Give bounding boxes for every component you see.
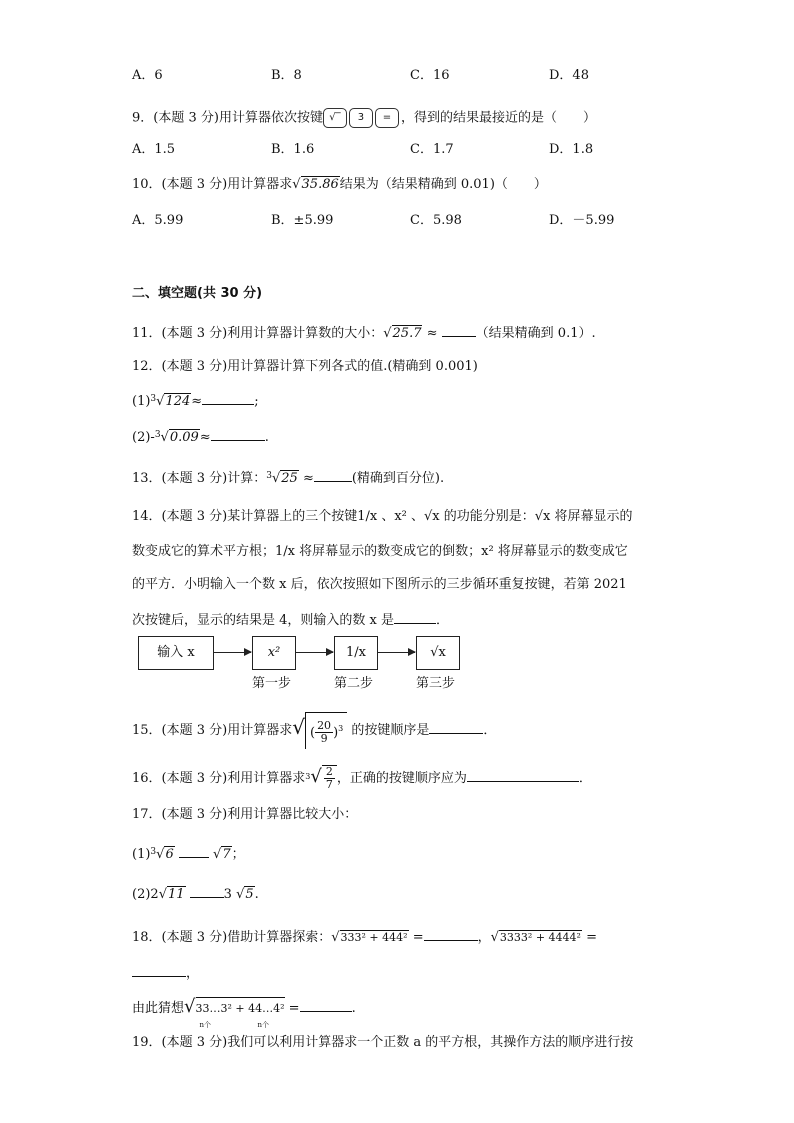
q14-line4-end: ．	[436, 613, 450, 628]
q15-radical: ( $\frac{20}{9}$ )$^3$	[305, 712, 347, 749]
q9-text-after: ，得到的结果最接近的是（ ）	[400, 110, 596, 126]
flow-arrow-3	[377, 652, 415, 653]
q8-option-c: C．16	[410, 68, 450, 83]
q18-expr3	[195, 997, 285, 1029]
q13-radicand: 25	[281, 471, 298, 486]
q17-part2-mid: 3	[223, 887, 232, 902]
q18-line3-text: 由此猜想	[132, 1001, 185, 1016]
q17-part2-prefix: (2)2	[132, 887, 159, 902]
q16-text-after: ，正确的按键顺序应为	[336, 771, 467, 786]
question-9	[132, 108, 596, 128]
q14-line4-text: 次按键后，显示的结果是 4，则输入的数 x 是	[132, 613, 394, 628]
q18-line2	[132, 962, 199, 983]
q18-text: 18．(本题 3 分)借助计算器探索：	[132, 930, 332, 945]
q17-part2-b: 5	[245, 887, 254, 902]
q18-eq3: =	[288, 1001, 300, 1016]
q8-option-a: A．6	[132, 68, 163, 83]
q10-text: 10．(本题 3 分)用计算器求	[132, 177, 293, 192]
q12-part2-radicand: 0.09	[169, 430, 199, 445]
q16-radical	[322, 765, 337, 792]
q15-text: 15．(本题 3 分)用计算器求	[132, 723, 293, 739]
q16-numerator: 2	[325, 765, 333, 778]
q11-radicand: 25.7	[392, 326, 422, 341]
q17-part2-a: 11	[167, 887, 185, 902]
q11-blank[interactable]	[442, 322, 476, 337]
q10-option-d: D．－5.99	[549, 213, 615, 228]
q8-option-d: D．48	[549, 68, 589, 83]
q11-text: 11．(本题 3 分)利用计算器计算数的大小：	[132, 326, 384, 341]
q17-part2-end: .	[254, 887, 259, 902]
q9-option-c: C．1.7	[410, 142, 454, 157]
q18-eq2: =	[586, 930, 597, 945]
q15-blank[interactable]	[429, 719, 483, 734]
q18-expr3-sub1: n个	[199, 1021, 212, 1029]
question-11: 11．(本题 3 分)利用计算器计算数的大小：√25.7 ≈ （结果精确到 0.1）.	[132, 322, 596, 343]
flow-input-box: 输入 x	[138, 636, 214, 670]
q13-approx: ≈	[302, 471, 314, 486]
q17-part2: (2)2√11 3 √5.	[132, 883, 259, 904]
flow-step3-box: √x	[416, 636, 460, 670]
flow-arrow-2	[295, 652, 333, 653]
q14-line2: 数变成它的算术平方根；1/x 将屏幕显示的数变成它的倒数；x² 将屏幕显示的数变成它	[132, 544, 628, 559]
equals-key-icon: =	[375, 108, 399, 128]
q16-blank[interactable]	[467, 767, 579, 782]
q12-part1-end: ;	[254, 394, 259, 409]
q18-sep: ，	[477, 930, 491, 945]
q10-text-after: 结果为（结果精确到 0.01)（ ）	[339, 177, 547, 192]
q17-part1: $(1)^3√6$ √7；	[132, 843, 245, 864]
q14-line3: 的平方．小明输入一个数 x 后，依次按照如下图所示的三步循环重复按键，若第 2021	[132, 577, 627, 592]
q12-part2-approx: ≈	[199, 430, 211, 445]
q18-blank3[interactable]	[300, 997, 352, 1012]
q12-part2-end: .	[264, 430, 269, 445]
q18-expr3-text: 33…3² + 44…4²	[195, 1002, 285, 1015]
flow-step1-label: 第一步	[252, 676, 292, 691]
q14-blank[interactable]	[394, 609, 436, 624]
q12-part2: (2)-$^3$√0.09≈ .	[132, 426, 269, 447]
sqrt-key-icon: √‾	[323, 108, 347, 128]
q18-eq1: =	[412, 930, 424, 945]
q9-option-d: D．1.8	[549, 142, 594, 157]
q15-denominator: 9	[320, 732, 328, 746]
q18-blank1[interactable]	[424, 926, 478, 941]
section-heading: 二、填空题(共 30 分)	[132, 286, 263, 301]
q18-line3: 由此猜想√33…3² + 44…4² n个 n个 = .	[132, 996, 356, 1020]
flow-arrow-1	[213, 652, 251, 653]
question-15: 15．(本题 3 分)用计算器求√ ( $\frac{20}{9}$ )$^3$ 的按键顺序是 ．	[132, 712, 496, 749]
q16-end: ．	[578, 771, 592, 786]
q10-radicand: 35.86	[301, 177, 339, 192]
q17-part1-b: 7	[222, 847, 231, 862]
q9-text: 9．(本题 3 分)用计算器依次按键	[132, 110, 323, 126]
q15-exponent: 3	[338, 724, 344, 733]
question-16: 16．(本题 3 分)利用计算器求$^3$√ $\frac{2}{7}$ ，正确的按键顺序应为 ．	[132, 765, 592, 791]
flow-step1-box: x²	[252, 636, 296, 670]
q17-part2-blank[interactable]	[190, 883, 224, 898]
q8-option-b: B．8	[271, 68, 302, 83]
flow-step2-label: 第二步	[334, 676, 374, 691]
q13-blank[interactable]	[314, 467, 352, 482]
q11-text-after: （结果精确到 0.1）.	[475, 326, 596, 341]
q10-option-a: A．5.99	[132, 213, 184, 228]
q18-line3-end: .	[351, 1001, 356, 1016]
q12-part2-prefix: (2)-	[132, 430, 155, 445]
q18-expr2: 3333² + 4444²	[499, 931, 581, 944]
q13-text-after: (精确到百分位).	[351, 471, 445, 486]
q18-blank2[interactable]	[132, 962, 186, 977]
question-10: 10．(本题 3 分)用计算器求√35.86结果为（结果精确到 0.01)（ ）	[132, 177, 547, 192]
q16-text: 16．(本题 3 分)利用计算器求	[132, 771, 306, 786]
question-13: 13．(本题 3 分)计算：$^3$√25 ≈ (精确到百分位).	[132, 467, 444, 488]
q12-part1: $(1)^3√124\approx$ ;	[132, 390, 259, 411]
question-17: 17．(本题 3 分)利用计算器比较大小：	[132, 807, 358, 822]
q14-line4	[132, 609, 449, 630]
q17-part1-blank[interactable]	[179, 843, 209, 858]
key-3: 3	[349, 108, 373, 128]
q10-option-b: B．±5.99	[271, 213, 334, 228]
q10-option-c: C．5.98	[410, 213, 462, 228]
q9-option-b: B．1.6	[271, 142, 315, 157]
q15-end: ．	[483, 723, 497, 739]
q15-numerator: 20	[317, 719, 332, 733]
q12-part1-blank[interactable]	[202, 390, 254, 405]
q17-part1-end: ；	[231, 847, 245, 862]
flow-step2-box: 1/x	[334, 636, 378, 670]
q18-expr1: 333² + 444²	[340, 931, 408, 944]
q15-text-after: 的按键顺序是	[351, 723, 430, 739]
q17-part1-a: 6	[165, 847, 174, 862]
q16-denominator: 7	[325, 778, 333, 791]
q12-part1-prefix: (1)	[132, 394, 151, 409]
question-12: 12．(本题 3 分)用计算器计算下列各式的值.(精确到 0.001)	[132, 359, 478, 374]
flow-step3-label: 第三步	[416, 676, 456, 691]
q12-part1-radicand: 124	[165, 394, 191, 409]
q14-line1: 14．(本题 3 分)某计算器上的三个按键1/x 、x² 、√x 的功能分别是：√x 将屏幕显示的	[132, 509, 633, 524]
q17-part1-prefix: (1)	[132, 847, 151, 862]
q12-part2-blank[interactable]	[211, 426, 265, 441]
q18-expr3-sub2: n个	[257, 1021, 270, 1029]
q18-line2-end: ，	[186, 966, 200, 981]
q9-option-a: A．1.5	[132, 142, 176, 157]
q13-text: 13．(本题 3 分)计算：	[132, 471, 267, 486]
question-19: 19．(本题 3 分)我们可以利用计算器求一个正数 a 的平方根，其操作方法的顺序进行按	[132, 1035, 634, 1050]
q11-approx: ≈	[426, 326, 438, 341]
q12-part1-approx: ≈	[191, 394, 203, 409]
question-18: 18．(本题 3 分)借助计算器探索：√333² + 444² = ，√3333² + 4444² =	[132, 926, 597, 947]
